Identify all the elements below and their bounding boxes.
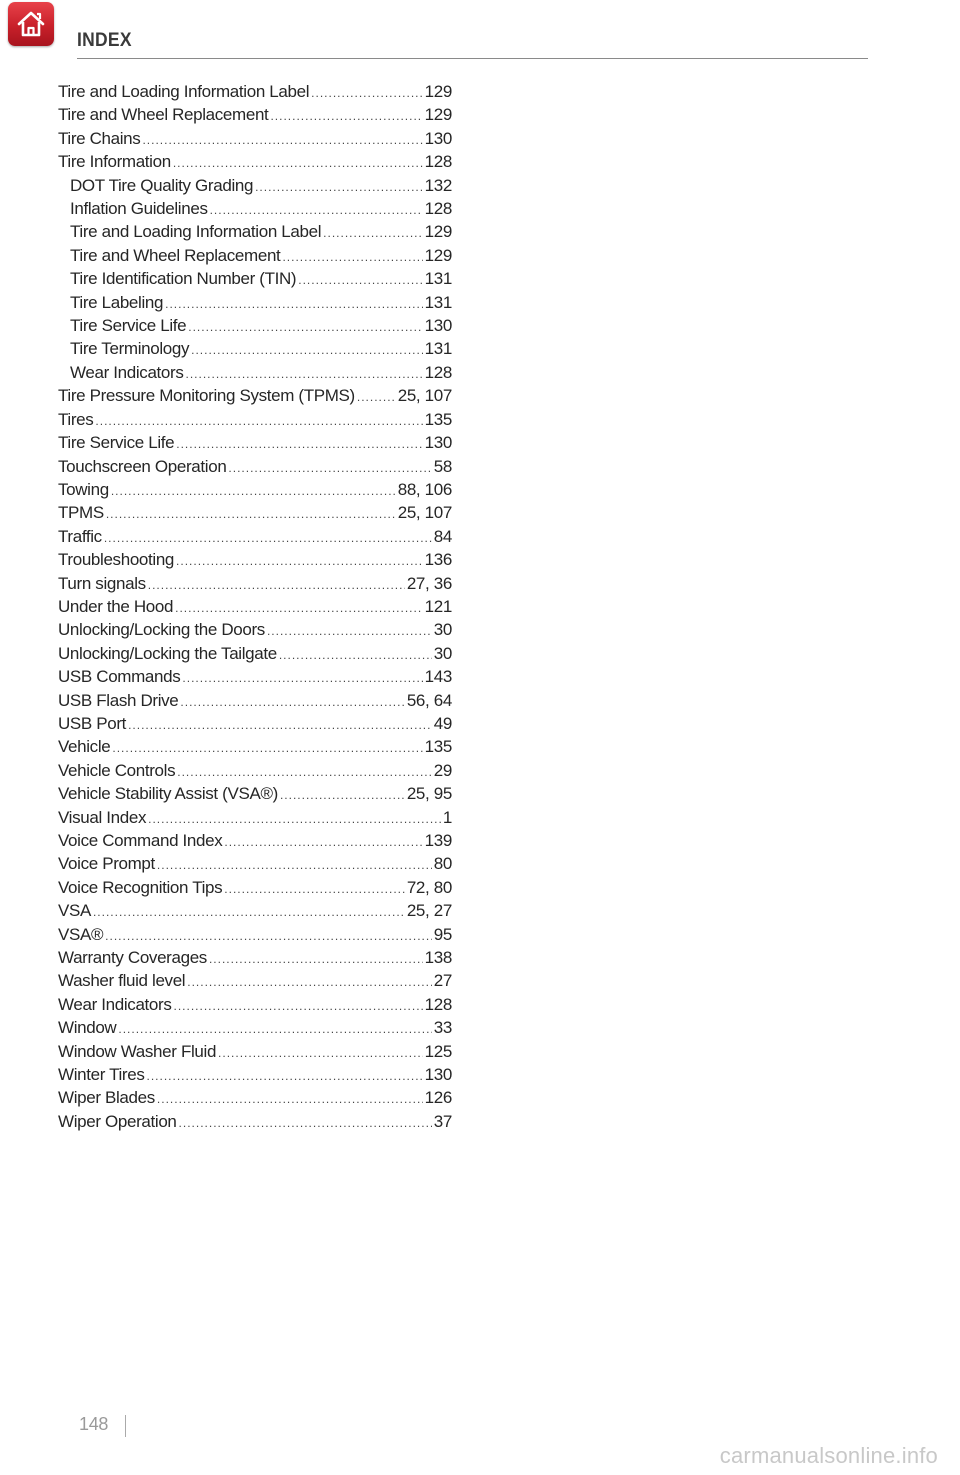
dot-leader xyxy=(267,620,432,643)
index-entry[interactable] xyxy=(58,80,452,103)
entry-page-ref[interactable]: 121 xyxy=(424,596,452,616)
entry-term: Traffic xyxy=(58,526,102,546)
index-entry[interactable] xyxy=(58,1110,452,1133)
home-button[interactable] xyxy=(8,2,54,46)
dot-leader xyxy=(209,948,423,971)
entry-page-ref[interactable]: 95 xyxy=(433,924,452,944)
dot-leader xyxy=(191,339,423,362)
dot-leader xyxy=(157,1088,423,1111)
entry-page-ref[interactable]: 25, 27 xyxy=(406,901,452,921)
index-entry[interactable] xyxy=(58,431,452,454)
entry-term: Vehicle xyxy=(58,737,111,757)
entry-page-ref[interactable]: 80 xyxy=(433,854,452,874)
index-subentry[interactable] xyxy=(58,267,452,290)
entry-page-ref[interactable]: 1 xyxy=(442,807,452,827)
entry-term: Tire and Wheel Replacement xyxy=(58,105,269,125)
entry-term: USB Port xyxy=(58,713,127,733)
dot-leader xyxy=(188,316,422,339)
dot-leader xyxy=(177,761,432,784)
index-subentry[interactable] xyxy=(58,174,452,197)
index-entry[interactable] xyxy=(58,455,452,478)
index-entry[interactable] xyxy=(58,1063,452,1086)
entry-term: Troubleshooting xyxy=(58,550,175,570)
index-entry[interactable] xyxy=(58,946,452,969)
entry-page-ref[interactable]: 129 xyxy=(424,105,452,125)
dot-leader xyxy=(270,105,422,128)
entry-term: Vehicle Stability Assist (VSA®) xyxy=(58,784,278,804)
dot-leader xyxy=(187,971,432,994)
entry-page-ref[interactable]: 130 xyxy=(424,128,452,148)
index-subentry[interactable] xyxy=(58,220,452,243)
index-entry[interactable] xyxy=(58,899,452,922)
dot-leader xyxy=(280,784,405,807)
entry-term: Window xyxy=(58,1018,117,1038)
entry-term: Touchscreen Operation xyxy=(58,456,227,476)
entry-page-ref[interactable]: 131 xyxy=(424,269,452,289)
entry-term: Unlocking/Locking the Tailgate xyxy=(58,643,277,663)
header-divider xyxy=(77,58,868,59)
index-entry[interactable] xyxy=(58,595,452,618)
index-subentry[interactable] xyxy=(58,244,452,267)
entry-term: Voice Recognition Tips xyxy=(58,877,223,897)
entry-term: Tire and Loading Information Label xyxy=(70,222,322,242)
entry-term: Inflation Guidelines xyxy=(70,199,208,219)
entry-page-ref[interactable]: 143 xyxy=(424,667,452,687)
entry-page-ref[interactable]: 25, 107 xyxy=(397,386,452,406)
index-entry[interactable] xyxy=(58,525,452,548)
entry-page-ref[interactable]: 84 xyxy=(433,526,452,546)
index-entry[interactable] xyxy=(58,665,452,688)
dot-leader xyxy=(128,714,432,737)
entry-term: Winter Tires xyxy=(58,1065,145,1085)
entry-page-ref[interactable]: 132 xyxy=(424,175,452,195)
entry-term: Tire Chains xyxy=(58,128,141,148)
entry-page-ref[interactable]: 131 xyxy=(424,339,452,359)
entry-page-ref[interactable]: 37 xyxy=(433,1111,452,1131)
footer-divider xyxy=(125,1415,126,1437)
entry-page-ref[interactable]: 27 xyxy=(433,971,452,991)
entry-term: Tire and Loading Information Label xyxy=(58,82,310,101)
dot-leader xyxy=(142,129,422,152)
dot-leader xyxy=(224,831,422,854)
dot-leader xyxy=(228,457,431,480)
dot-leader xyxy=(148,574,405,597)
entry-page-ref[interactable]: 128 xyxy=(424,362,452,382)
entry-term: TPMS xyxy=(58,503,104,523)
index-entry[interactable] xyxy=(58,1016,452,1039)
entry-term: VSA xyxy=(58,901,91,921)
entry-page-ref[interactable]: 49 xyxy=(433,713,452,733)
dot-leader xyxy=(93,901,405,924)
dot-leader xyxy=(255,176,423,199)
entry-page-ref[interactable]: 125 xyxy=(424,1041,452,1061)
entry-term: USB Flash Drive xyxy=(58,690,179,710)
index-entry[interactable] xyxy=(58,618,452,641)
entry-page-ref[interactable]: 136 xyxy=(424,550,452,570)
index-entry[interactable] xyxy=(58,735,452,758)
entry-page-ref[interactable]: 128 xyxy=(424,152,452,172)
entry-page-ref[interactable]: 29 xyxy=(433,760,452,780)
entry-page-ref[interactable]: 135 xyxy=(424,737,452,757)
entry-page-ref[interactable]: 25, 95 xyxy=(406,784,452,804)
index-entry[interactable] xyxy=(58,642,452,665)
entry-term: Voice Prompt xyxy=(58,854,155,874)
entry-term: Tire and Wheel Replacement xyxy=(70,245,281,265)
entry-page-ref[interactable]: 126 xyxy=(424,1088,452,1108)
entry-page-ref[interactable]: 131 xyxy=(424,292,452,312)
index-entry[interactable] xyxy=(58,782,452,805)
entry-term: Wear Indicators xyxy=(58,994,172,1014)
dot-leader xyxy=(210,199,423,222)
dot-leader xyxy=(218,1042,423,1065)
dot-leader xyxy=(298,269,422,292)
dot-leader xyxy=(282,246,422,269)
entry-page-ref[interactable]: 128 xyxy=(424,199,452,219)
index-entry[interactable] xyxy=(58,478,452,501)
entry-page-ref[interactable]: 130 xyxy=(424,1065,452,1085)
entry-page-ref[interactable]: 30 xyxy=(433,620,452,640)
dot-leader xyxy=(146,1065,422,1088)
entry-term: Vehicle Controls xyxy=(58,760,176,780)
entry-page-ref[interactable]: 130 xyxy=(424,316,452,336)
entry-term: Turn signals xyxy=(58,573,146,593)
entry-term: Under the Hood xyxy=(58,596,174,616)
entry-term: Window Washer Fluid xyxy=(58,1041,217,1061)
index-entry[interactable] xyxy=(58,852,452,875)
index-entry[interactable] xyxy=(58,829,452,852)
entry-term: Tire Labeling xyxy=(70,292,164,312)
dot-leader xyxy=(118,1018,431,1041)
entry-term: Warranty Coverages xyxy=(58,948,207,968)
entry-term: Voice Command Index xyxy=(58,831,223,850)
entry-term: Tire Identification Number (TIN) xyxy=(70,269,297,289)
entry-page-ref[interactable]: 130 xyxy=(424,433,452,453)
dot-leader xyxy=(105,925,432,948)
dot-leader xyxy=(323,222,423,245)
entry-page-ref[interactable]: 129 xyxy=(424,222,452,242)
dot-leader xyxy=(173,152,423,175)
entry-term: Wiper Operation xyxy=(58,1111,177,1131)
index-entry[interactable] xyxy=(58,993,452,1016)
entry-term: Tires xyxy=(58,409,94,429)
index-entry[interactable] xyxy=(58,759,452,782)
entry-term: Washer fluid level xyxy=(58,971,186,991)
page-number: 148 xyxy=(79,1414,109,1434)
entry-term: Tire Terminology xyxy=(70,339,190,359)
entry-page-ref[interactable]: 56, 64 xyxy=(406,690,452,710)
entry-page-ref[interactable]: 138 xyxy=(424,948,452,968)
entry-term: Wiper Blades xyxy=(58,1088,155,1108)
entry-term: Tire Service Life xyxy=(70,316,187,336)
home-icon xyxy=(16,10,46,38)
entry-page-ref[interactable]: 129 xyxy=(424,245,452,265)
entry-page-ref[interactable]: 30 xyxy=(433,643,452,663)
entry-page-ref[interactable]: 33 xyxy=(433,1018,452,1038)
entry-page-ref[interactable]: 25, 107 xyxy=(397,503,452,523)
index-subentry[interactable] xyxy=(58,291,452,314)
entry-term: DOT Tire Quality Grading xyxy=(70,175,254,195)
dot-leader xyxy=(165,293,423,316)
dot-leader xyxy=(279,644,432,667)
index-entry[interactable] xyxy=(58,1086,452,1109)
dot-leader xyxy=(180,691,404,714)
index-entry[interactable] xyxy=(58,127,452,150)
index-entry[interactable] xyxy=(58,1040,452,1063)
dot-leader xyxy=(176,433,422,456)
dot-leader xyxy=(104,527,432,550)
entry-term: USB Commands xyxy=(58,667,181,687)
index-entry[interactable] xyxy=(58,806,452,829)
index-entry[interactable] xyxy=(58,712,452,735)
entry-page-ref[interactable]: 128 xyxy=(424,994,452,1014)
index-subentry[interactable] xyxy=(58,197,452,220)
index-entry[interactable] xyxy=(58,501,452,524)
index-subentry[interactable] xyxy=(58,361,452,384)
dot-leader xyxy=(111,480,396,503)
index-list xyxy=(58,80,452,1133)
index-entry[interactable] xyxy=(58,969,452,992)
dot-leader xyxy=(176,550,423,573)
entry-page-ref[interactable]: 58 xyxy=(433,456,452,476)
index-entry[interactable] xyxy=(58,150,452,173)
index-subentry[interactable] xyxy=(58,314,452,337)
entry-term: Tire Service Life xyxy=(58,433,175,453)
entry-term: Wear Indicators xyxy=(70,362,184,382)
entry-term: VSA® xyxy=(58,924,104,944)
entry-page-ref[interactable]: 139 xyxy=(424,831,452,850)
dot-leader xyxy=(175,597,423,620)
dot-leader xyxy=(357,386,396,409)
dot-leader xyxy=(112,737,422,760)
entry-page-ref[interactable]: 27, 36 xyxy=(406,573,452,593)
dot-leader xyxy=(157,854,432,877)
index-entry[interactable] xyxy=(58,408,452,431)
page-title: INDEX xyxy=(77,30,132,51)
index-entry[interactable] xyxy=(58,548,452,571)
entry-term: Unlocking/Locking the Doors xyxy=(58,620,265,640)
entry-term: Tire Pressure Monitoring System (TPMS) xyxy=(58,386,355,406)
index-entry[interactable] xyxy=(58,103,452,126)
dot-leader xyxy=(182,667,422,690)
index-entry[interactable] xyxy=(58,876,452,899)
watermark: carmanualsonline.info xyxy=(719,1443,938,1468)
index-subentry[interactable] xyxy=(58,337,452,360)
index-entry[interactable] xyxy=(58,384,452,407)
dot-leader xyxy=(311,82,423,105)
dot-leader xyxy=(224,878,405,901)
dot-leader xyxy=(148,808,441,831)
entry-page-ref[interactable]: 72, 80 xyxy=(406,877,452,897)
entry-page-ref[interactable]: 129 xyxy=(424,82,452,101)
entry-term: Tire Information xyxy=(58,152,171,172)
entry-term: Towing xyxy=(58,479,109,499)
dot-leader xyxy=(186,363,423,386)
dot-leader xyxy=(179,1112,432,1135)
dot-leader xyxy=(106,503,396,526)
entry-page-ref[interactable]: 88, 106 xyxy=(397,479,452,499)
dot-leader xyxy=(174,995,423,1018)
index-entry[interactable] xyxy=(58,923,452,946)
entry-term: Visual Index xyxy=(58,807,147,827)
index-entry[interactable] xyxy=(58,689,452,712)
entry-page-ref[interactable]: 135 xyxy=(424,409,452,429)
dot-leader xyxy=(95,410,422,433)
index-entry[interactable] xyxy=(58,572,452,595)
